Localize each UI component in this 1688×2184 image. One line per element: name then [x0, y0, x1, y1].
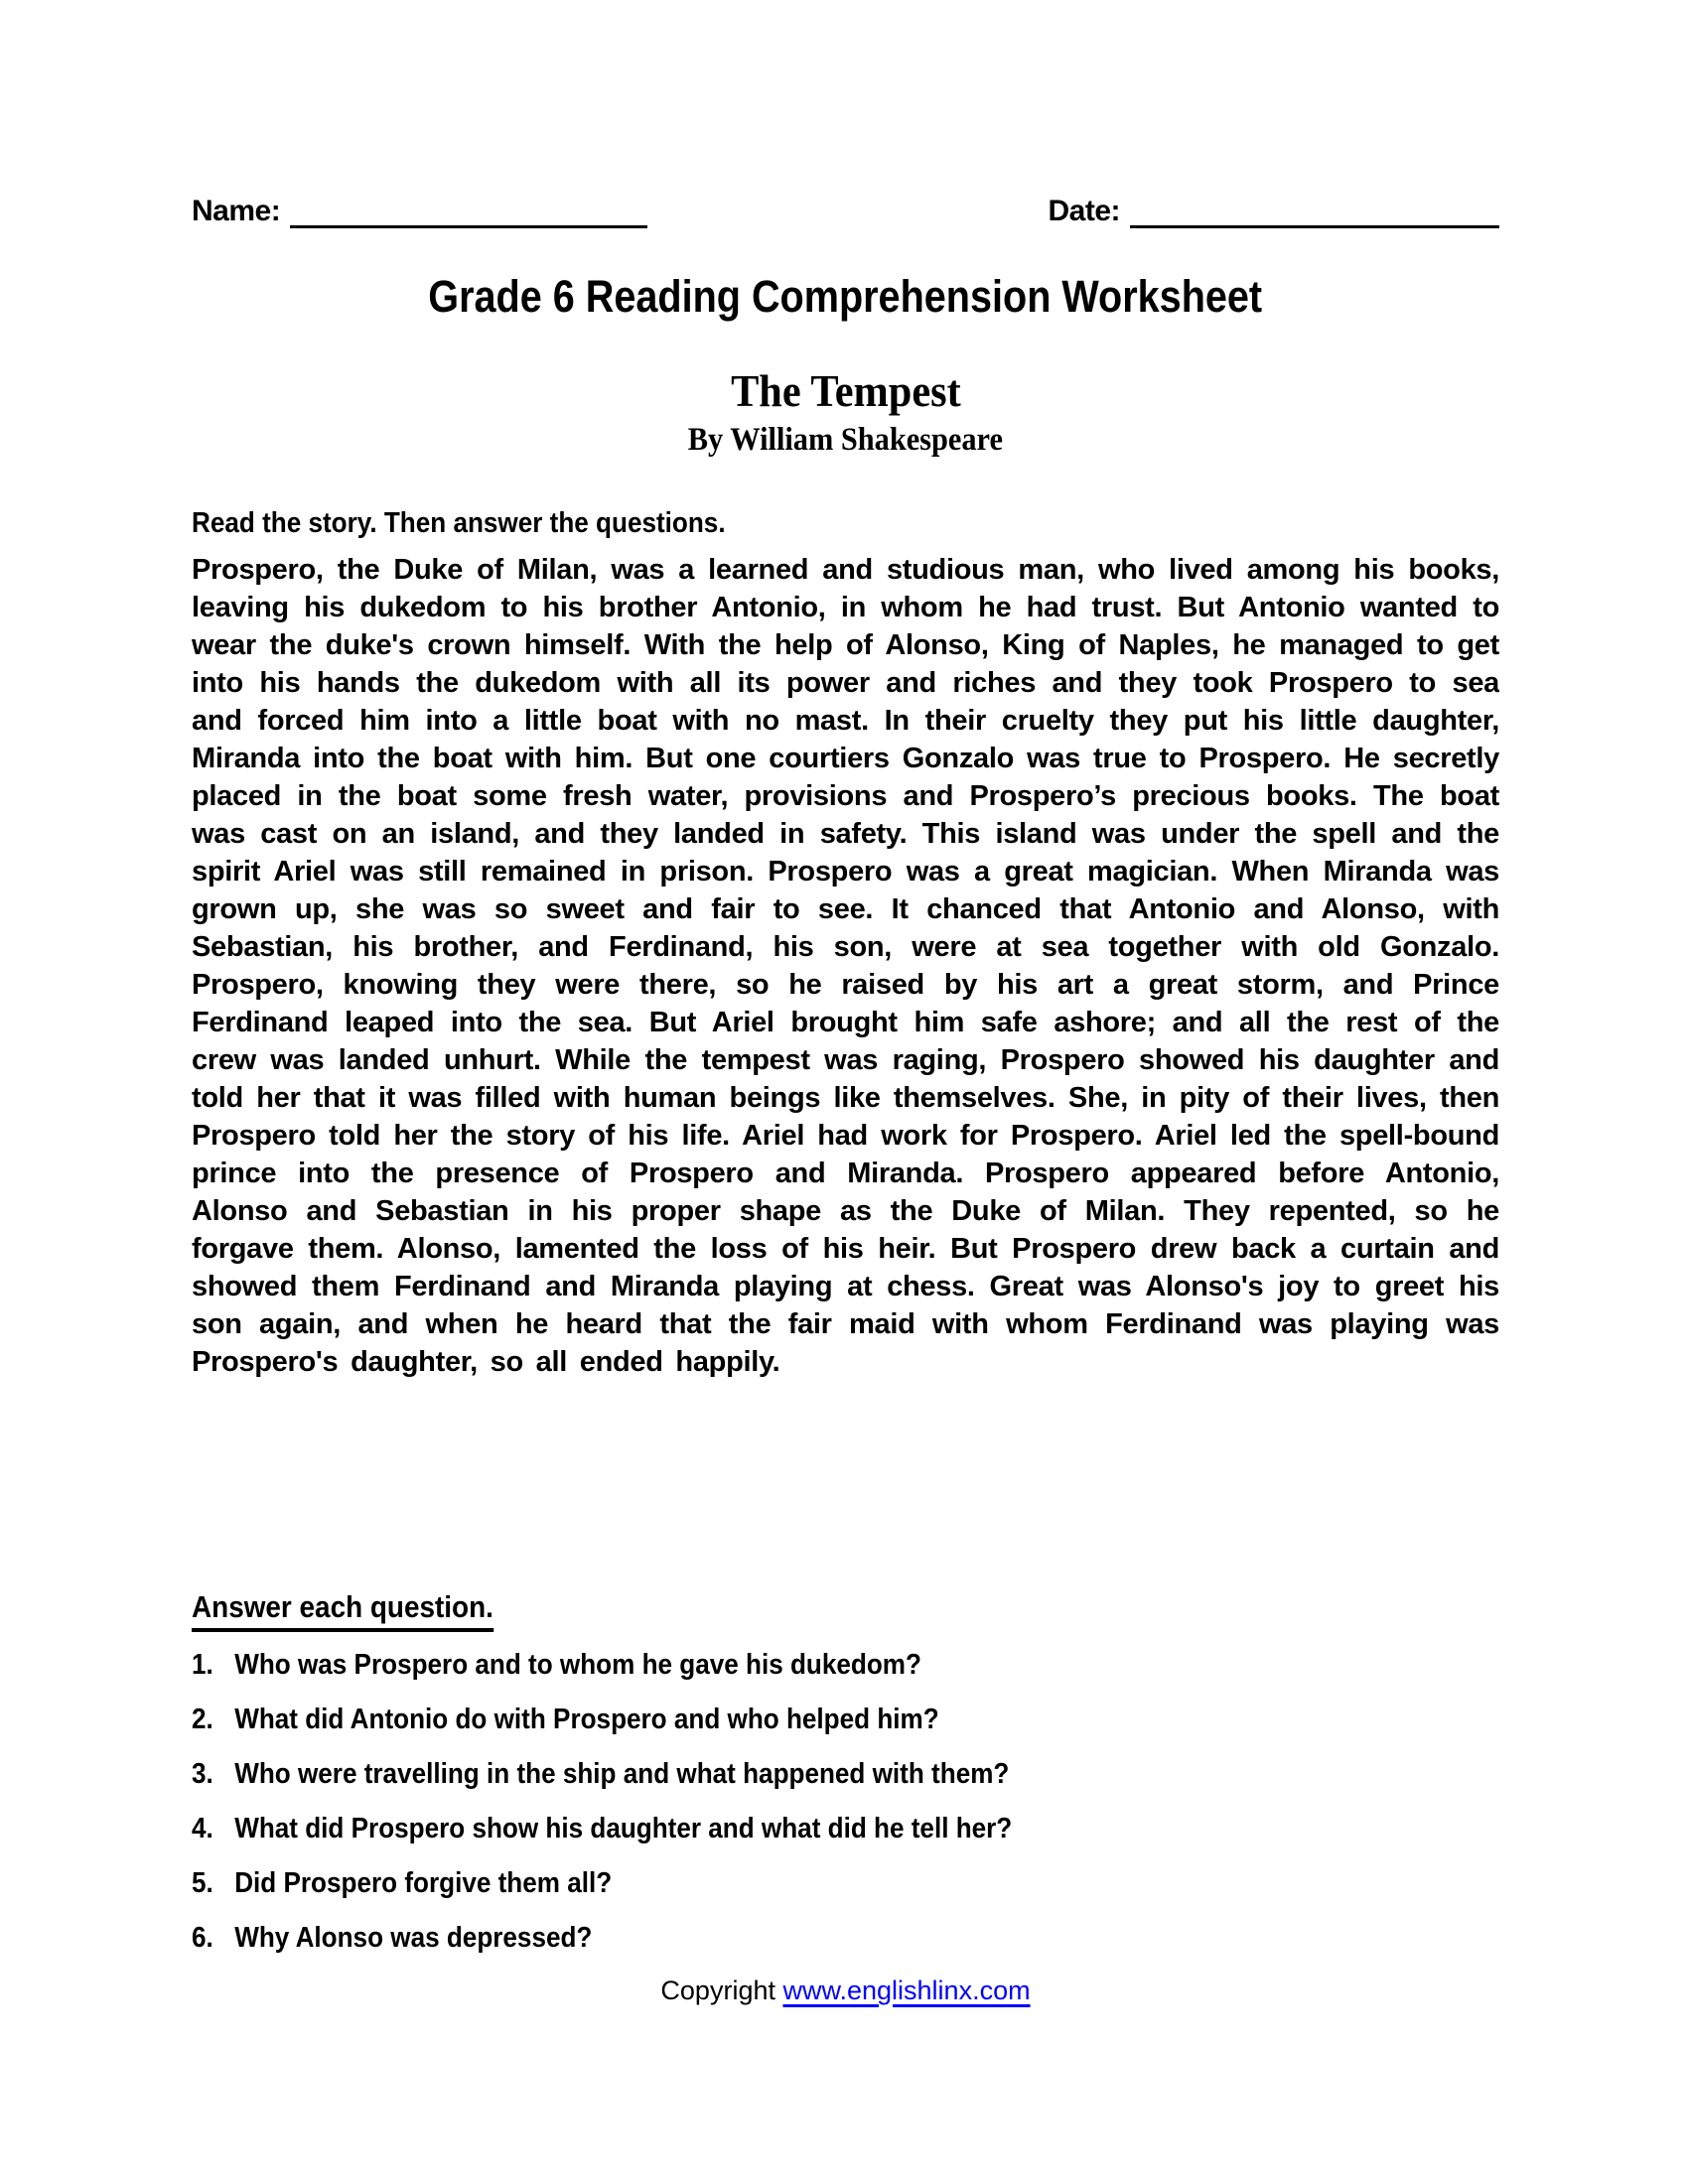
question-row-6: [192, 1921, 1368, 1955]
question-number: 5.: [192, 1867, 213, 1899]
name-blank-line[interactable]: [290, 195, 647, 228]
story-text: Prospero, the Duke of Milan, was a learned and studious man, who lived among his books, leaving his dukedom to his brother Antonio, in whom he had trust. But Antonio wanted to wear the duke's crown himself. With the help of Alonso, King of Naples, he managed to get into his hands the dukedom with all its power and riches and they took Prospero to sea and forced him into a little boat with no mast. In their cruelty they put his little daughter, Miranda into the boat with him. But one courtiers Gonzalo was true to Prospero. He secretly placed in the boat some fresh water, provisions and Prospero’s precious books. The boat was cast on an island, and they landed in safety. This island was under the spell and the spirit Ariel was still remained in prison. Prospero was a great magician. When Miranda was grown up, she was so sweet and fair to see. It chanced that Antonio and Alonso, with Sebastian, his brother, and Ferdinand, his son, were at sea together with old Gonzalo. Prospero, knowing they were there, so he raised by his art a great storm, and Prince Ferdinand leaped into the sea. But Ariel brought him safe ashore; and all the rest of the crew was landed unhurt. While the tempest was raging, Prospero showed his daughter and told her that it was filled with human beings like themselves. She, in pity of their lives, then Prospero told her the story of his life. Ariel had work for Prospero. Ariel led the spell-bound prince into the presence of Prospero and Miranda. Prospero appeared before Antonio, Alonso and Sebastian in his proper shape as the Duke of Milan. They repented, so he forgave them. Alonso, lamented the loss of his heir. But Prospero drew back a curtain and showed them Ferdinand and Miranda playing at chess. Great was Alonso's joy to greet his son again, and when he heard that the fair maid with whom Ferdinand was playing was Prospero's daughter, so all ended happily.: [192, 554, 1499, 1378]
question-number: 6.: [192, 1922, 213, 1954]
story-title-text: The Tempest: [730, 365, 961, 416]
question-number: 2.: [192, 1704, 213, 1735]
question-text: Who were travelling in the ship and what happened with them?: [234, 1758, 1010, 1790]
name-label: Name:: [192, 195, 281, 227]
questions-heading: [192, 1589, 1499, 1632]
name-field: [192, 195, 647, 228]
question-number: 4.: [192, 1813, 213, 1844]
page-title-text: Grade 6 Reading Comprehension Worksheet: [428, 271, 1263, 322]
question-text: What did Prospero show his daughter and what did he tell her?: [234, 1813, 1013, 1844]
date-label: Date:: [1048, 195, 1120, 227]
story-title: [192, 365, 1499, 416]
question-text: Did Prospero forgive them all?: [234, 1867, 613, 1899]
copyright-label: Copyright: [660, 1976, 783, 2005]
story-author: [192, 424, 1499, 457]
question-row-2: [192, 1703, 1368, 1736]
questions-heading-text: Answer each question.: [192, 1589, 493, 1632]
date-field: [1048, 195, 1499, 228]
question-row-4: [192, 1812, 1368, 1845]
question-text: Why Alonso was depressed?: [234, 1922, 593, 1954]
date-blank-line[interactable]: [1130, 195, 1499, 228]
page-title: [192, 271, 1499, 322]
instructions-text: Read the story. Then answer the questions.: [192, 507, 726, 539]
name-date-row: [192, 195, 1499, 228]
question-text: What did Antonio do with Prospero and who helped him?: [234, 1704, 939, 1735]
instructions-line: [192, 506, 1499, 540]
question-row-1: [192, 1648, 1368, 1682]
questions-list: [192, 1648, 1499, 1955]
footer: [192, 1976, 1499, 2006]
copyright-link[interactable]: www.englishlinx.com: [782, 1976, 1031, 2005]
question-text: Who was Prospero and to whom he gave his dukedom?: [234, 1649, 921, 1681]
question-row-3: [192, 1757, 1368, 1791]
story-author-text: By William Shakespeare: [687, 422, 1004, 458]
question-row-5: [192, 1866, 1368, 1900]
question-number: 1.: [192, 1649, 213, 1681]
question-number: 3.: [192, 1758, 213, 1790]
